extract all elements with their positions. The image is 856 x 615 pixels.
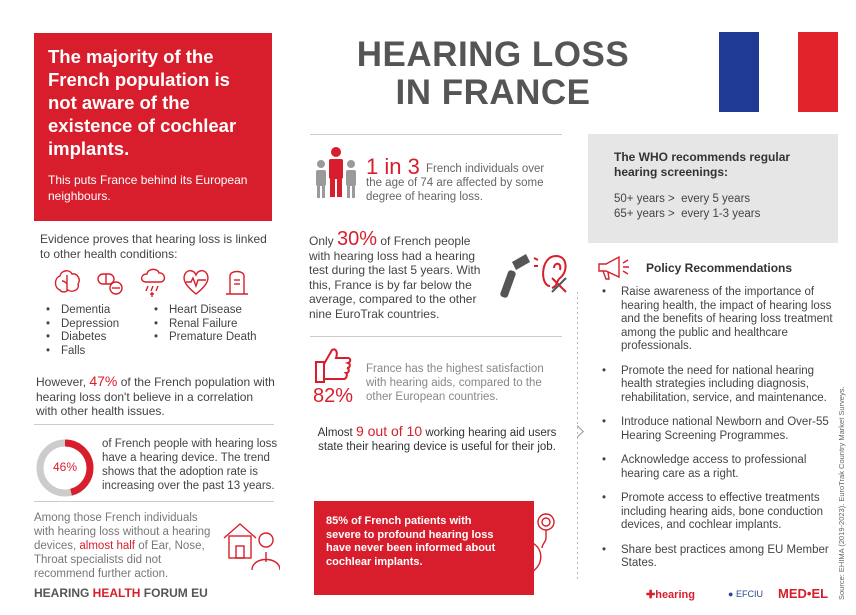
who-box — [588, 134, 838, 243]
otoscope-icon — [500, 250, 572, 300]
cochlear-info-box: 85% of French patients with severe to profound hearing loss have never been informed about cochlear implants. — [314, 501, 534, 595]
stat2-text: Only 30% of French people with hearing loss had a hearing test during the last 5 years. With this, France is by far below the average, compared to the other nine EuroTrak countries. — [309, 228, 481, 321]
stat3-text: France has the highest satisfaction with hearing aids, compared to the other European countries. — [366, 363, 544, 403]
page-title: HEARING LOSS IN FRANCE — [356, 35, 630, 112]
policy-item: • Introduce national Newborn and Over-55 Hearing Screening Programmes. — [598, 416, 842, 443]
doctor-house-icon — [222, 516, 280, 572]
efciu-logo: ● EFCIU — [728, 589, 763, 599]
who-rows — [614, 192, 820, 222]
thumbs-up-icon — [314, 346, 352, 384]
ent-text: Among those French individuals with hearing loss without a hearing devices, almost half of Ear, Nose, Throat specialists did not recommend further action. — [34, 512, 211, 580]
awareness-box — [34, 33, 272, 221]
cochlear-ear-icon — [496, 508, 566, 594]
divider — [310, 134, 562, 135]
divider — [34, 501, 274, 502]
flag-red — [798, 32, 838, 112]
device-pct: 46% — [52, 460, 78, 474]
policy-title: Policy Recommendations — [646, 261, 793, 275]
source-note: Source: EHIMA (2019-2023). EuroTrak Country Market Surveys. — [837, 386, 846, 600]
condition-item: • Heart Disease — [154, 304, 274, 318]
policy-item: • Promote access to effective treatments including hearing aids, bone conduction devices, and cochlear implants. — [598, 492, 842, 533]
correlation-text: However, 47% of the French population with hearing loss don't believe in a correlation with other health issues. — [36, 373, 275, 418]
divider — [310, 336, 562, 337]
condition-item: • Falls — [46, 345, 156, 359]
awareness-headline: The majority of the French population is not aware of the existence of cochlear implants. — [48, 46, 237, 159]
health-icons — [52, 266, 262, 298]
flag-blue — [719, 32, 759, 112]
people-icon — [313, 144, 359, 202]
health-intro: Evidence proves that hearing loss is linked to other health conditions: — [40, 232, 267, 261]
timeline-arrow-icon — [571, 425, 584, 438]
stat4-text: Almost 9 out of 10 working hearing aid users state their hearing device is useful for their job. — [317, 423, 557, 453]
who-title: The WHO recommends regular hearing screenings: — [614, 150, 791, 179]
stat1-text: French individuals over the age of 74 are affected by some degree of hearing loss. — [366, 163, 545, 203]
who-row: 50+ years > every 5 years — [614, 193, 751, 205]
flag-white — [759, 32, 799, 112]
condition-item: • Renal Failure — [154, 318, 274, 332]
condition-item: • Diabetes — [46, 331, 156, 345]
conditions-list-1 — [46, 304, 156, 358]
rain-cloud-icon — [142, 269, 165, 297]
policy-item: • Promote the need for national hearing health strategies including diagnosis, rehabilitation, service, and maintenance. — [598, 365, 842, 406]
awareness-subtext: This puts France behind its European neighbours. — [48, 173, 248, 203]
medel-logo: MED•EL — [778, 586, 829, 601]
condition-item: • Dementia — [46, 304, 156, 318]
condition-item: • Premature Death — [154, 331, 274, 345]
divider — [34, 424, 274, 425]
megaphone-icon — [597, 255, 631, 281]
heart-pulse-icon — [184, 271, 208, 294]
policy-item: • Raise awareness of the importance of hearing health, the impact of hearing loss and the benefits of hearing loss treatment among the public and healthcare professionals. — [598, 286, 842, 354]
device-donut — [34, 437, 96, 499]
policy-item: • Share best practices among EU Member States. — [598, 544, 842, 571]
who-row: 65+ years > every 1-3 years — [614, 208, 761, 220]
conditions-list-2 — [154, 304, 274, 345]
policy-list — [598, 286, 842, 582]
gravestone-icon — [226, 272, 248, 295]
condition-item: • Depression — [46, 318, 156, 332]
policy-item: • Acknowledge access to professional hearing care as a right. — [598, 454, 842, 481]
french-flag — [719, 32, 838, 112]
device-text: of French people with hearing loss have a hearing device. The trend shows that the adoption rate is increasing over the past 13 years. — [102, 438, 278, 492]
footer-brand: HEARING HEALTH FORUM EU — [34, 586, 208, 600]
brain-icon — [56, 271, 80, 292]
pills-icon — [98, 274, 122, 294]
stat1-big: 1 in 3 — [366, 154, 420, 179]
hearing-logo: ✚hearing — [646, 589, 695, 601]
stat3-pct: 82% — [313, 385, 354, 407]
